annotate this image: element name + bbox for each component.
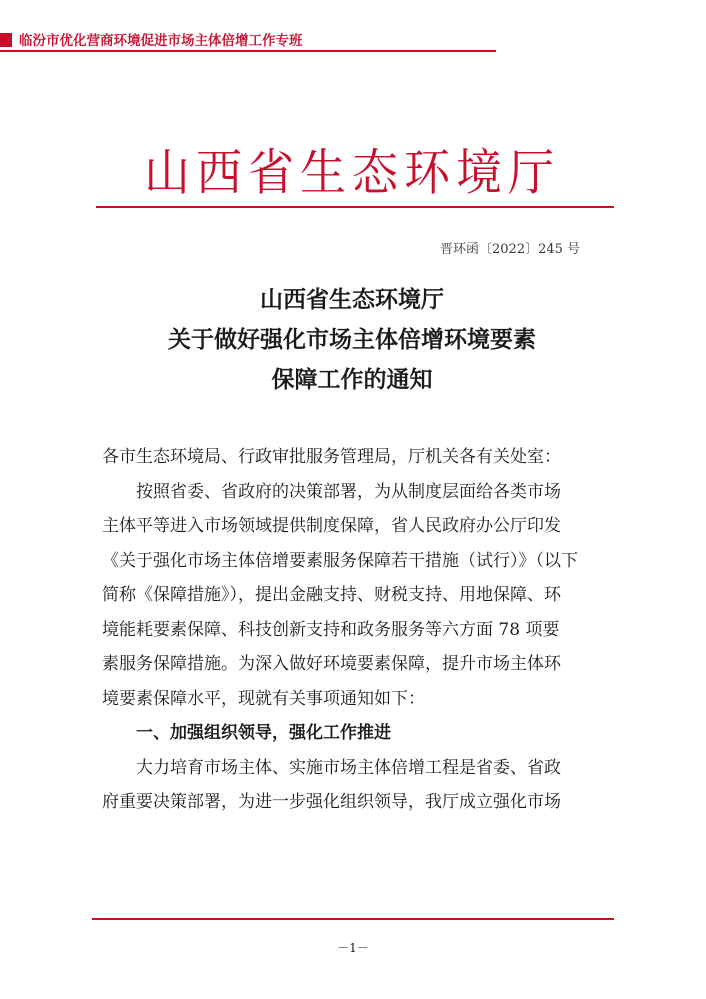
header-marker <box>0 33 12 47</box>
header-rule <box>0 50 496 52</box>
footer-rule <box>92 918 614 920</box>
document-title-line: 保障工作的通知 <box>271 366 433 393</box>
document-title-line: 山西省生态环境厅 <box>260 286 444 313</box>
page-number: －1－ <box>337 941 369 955</box>
document-number: 晋环函〔2022〕245 号 <box>440 242 581 257</box>
top-header <box>0 28 500 50</box>
body-line: 简称《保障措施》），提出金融支持、财税支持、用地保障、环 <box>102 585 561 605</box>
document-body <box>102 440 608 820</box>
document-title-line: 关于做好强化市场主体倍增环境要素 <box>168 326 536 353</box>
body-line: 府重要决策部署，为进一步强化组织领导，我厅成立强化市场 <box>102 792 561 812</box>
masthead-rule <box>96 206 614 208</box>
body-line: 主体平等进入市场领域提供制度保障，省人民政府办公厅印发 <box>102 516 561 536</box>
body-line: 境要素保障水平，现就有关事项通知如下： <box>102 688 425 709</box>
body-line: 境能耗要素保障、科技创新支持和政务服务等六方面 78 项要 <box>102 619 560 640</box>
document-title <box>100 280 604 400</box>
masthead-title: 山西省生态环境厅 <box>144 142 560 202</box>
header-org-label: 临汾市优化营商环境促进市场主体倍增工作专班 <box>19 33 303 49</box>
body-line: 《关于强化市场主体倍增要素服务保障若干措施（试行）》（以下 <box>102 550 578 571</box>
body-line: 按照省委、省政府的决策部署，为从制度层面给各类市场 <box>136 481 561 502</box>
salutation: 各市生态环境局、行政审批服务管理局，厅机关各有关处室： <box>102 447 561 467</box>
section-heading: 一、加强组织领导，强化工作推进 <box>136 723 391 743</box>
body-line: 大力培育市场主体、实施市场主体倍增工程是省委、省政 <box>136 757 561 778</box>
body-line: 素服务保障措施。为深入做好环境要素保障，提升市场主体环 <box>102 654 561 674</box>
